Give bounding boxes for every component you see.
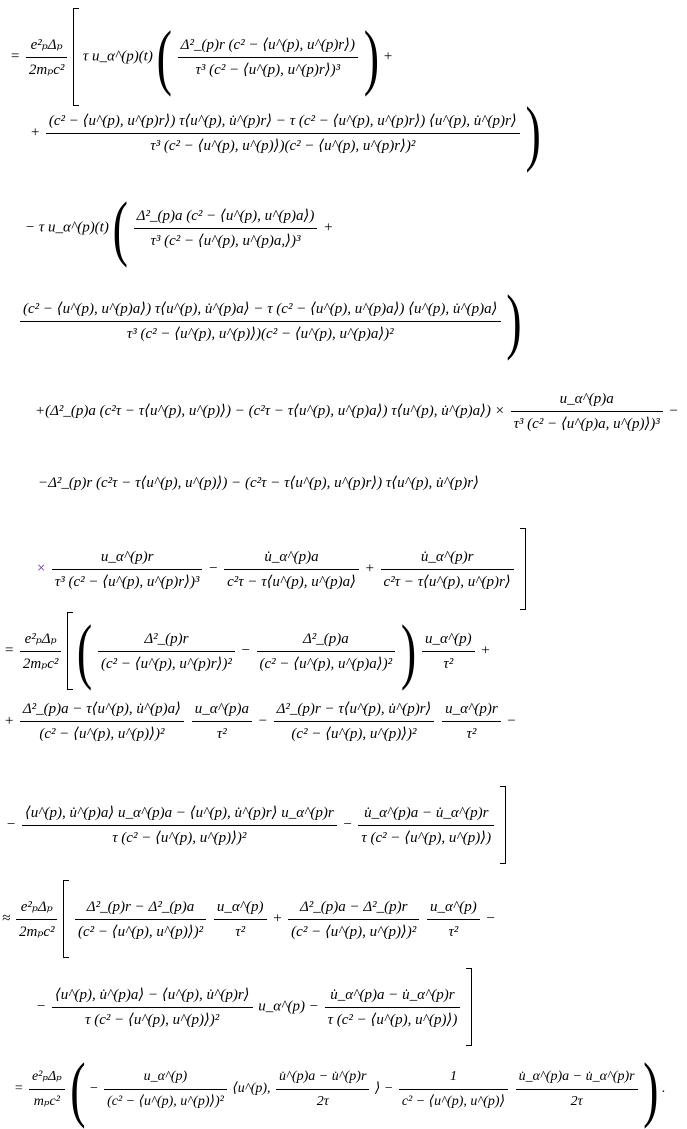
operator: −: [342, 816, 353, 833]
coefficient-fraction: $\frac{\text{e²ₚΔₚ}}{\text{2mₚc²}}$: [16, 898, 58, 941]
operator: −: [308, 998, 319, 1015]
term-text: +(Δ²_(p)a (c²τ − τ⟨u^(p), u^(p)⟩) − (c²τ − τ⟨u^(p), u^(p)a⟩) τ⟨u^(p), u̇^(p)a⟩) ×: [35, 402, 505, 419]
term-fraction: $\frac{\text{Δ²\_(p)r − Δ²\_(p)a}}{\text{(c² − ⟨u\textasciicircum{}(p), u\textasciicircum{}(p)⟩)²}}$: [75, 898, 206, 941]
term-text-2: ⟩ −: [374, 1081, 394, 1097]
term-text: −Δ²_(p)r (c²τ − τ⟨u^(p), u^(p)⟩) − (c²τ − τ⟨u^(p), u^(p)r⟩) τ⟨u^(p), u̇^(p)r⟩: [38, 475, 479, 491]
operator: −: [257, 712, 268, 729]
operator: =: [14, 1081, 24, 1097]
term-fraction: $\frac{\text{Δ²\_(p)r (c² − ⟨u\textasciicircum{}(p), u\textasciicircum{}(p)r⟩)}}{\text{τ³ (c² − ⟨u\textasciicircum{}(p), u\textasciicircum{}(p)r⟩)³}}$: [178, 36, 358, 79]
left-paren: (: [70, 1047, 86, 1129]
term-fraction: $\frac{\text{Δ²\_(p)a (c² − ⟨u\textasciicircum{}(p), u\textasciicircum{}(p)a⟩)}}{\text{τ³ (c² − ⟨u\textasciicircum{}(p), u\textasciicircum{}(p)a,⟩)³}}$: [134, 207, 318, 250]
term-fraction: (c² − ⟨u^(p), u^(p)a⟩) τ⟨u^(p), u̇^(p)a⟩ − τ (c² − ⟨u^(p), u^(p)a⟩) ⟨u^(p), u̇^(p)a⟩ τ³ (c² − ⟨u^(p), u^(p)⟩)(c² − ⟨u^(p), u^(p)a⟩)²: [20, 300, 501, 343]
term-fraction: $\frac{⟨u\^{}(p), u̇\^{}(p)a⟩ u\_\alpha\^{}(p)a - ⟨u\^{}(p), u̇\^{}(p)r⟩ u\_\alpha\^{}(p)r}{\text{τ (c² − ⟨u\textasciicircum{}(p), u\textasciicircum{}(p)⟩)²}}$: [22, 804, 337, 847]
term-fraction: (c² − ⟨u^(p), u^(p)r⟩) τ⟨u^(p), u̇^(p)r⟩ − τ (c² − ⟨u^(p), u^(p)r⟩) ⟨u^(p), u̇^(p)r⟩ τ³ (c² − ⟨u^(p), u^(p)⟩)(c² − ⟨u^(p), u^(p)r⟩)²: [46, 112, 520, 155]
right-paren: ): [400, 609, 417, 691]
operator: −: [668, 402, 679, 419]
equation-line-8: [4, 609, 491, 691]
term-fraction-2: $\frac{u̇\^{}(p)a - u̇\^{}(p)r}{2\tau}$: [276, 1068, 369, 1111]
operator: +: [30, 124, 41, 141]
operator: −: [89, 1081, 99, 1097]
right-bracket: [466, 968, 472, 1046]
left-paren: (: [76, 609, 93, 691]
operator: +: [480, 642, 491, 659]
operator: −: [208, 560, 219, 577]
right-bracket: [520, 528, 526, 610]
coefficient-fraction: $\frac{\text{e²ₚΔₚ}}{\text{2mₚc²}}$: [20, 630, 62, 673]
left-bracket: [73, 8, 79, 106]
equation-line-11: [2, 880, 496, 958]
term-text: ⟨u^(p),: [232, 1081, 271, 1097]
term-fraction: $\frac{\text{Δ²\_(p)a − τ⟨u\textasciicircum{}(p), u̇\textasciicircum{}(p)a⟩}}{\text{(c² − ⟨u\textasciicircum{}(p), u\textasciicircum{}(p)⟩)²}}$: [20, 700, 184, 743]
operator: +: [272, 910, 283, 927]
operator: +: [4, 712, 15, 729]
right-paren: ): [506, 279, 522, 361]
coefficient-fraction: $\frac{\text{e²ₚΔₚ}}{\text{mₚc²}}$: [29, 1068, 65, 1111]
operator: =: [10, 48, 21, 65]
term-fraction: $\frac{u\_\alpha\^{}(p)a}{\text{τ³ (c² − ⟨u\textasciicircum{}(p)a, u\textasciicircum{}(p)⟩)³}}$: [511, 390, 663, 433]
equation-line-4: [18, 279, 522, 361]
equation-line-5: [35, 390, 679, 433]
term-text: τ u_α^(p)(t): [82, 48, 153, 65]
term-fraction-3: $\frac{u̇\_\alpha\^{}(p)r}{\text{c²τ − τ⟨u\textasciicircum{}(p), u\textasciicircum{}(p)r⟩}}$: [381, 548, 514, 591]
term-text: u_α^(p): [258, 998, 305, 1015]
equation-line-10: [6, 786, 506, 864]
right-paren: ): [525, 91, 541, 173]
term-text: − τ u_α^(p)(t): [25, 219, 109, 236]
term-fraction-4: $\frac{u̇\_\alpha\^{}(p)a - u̇\_\alpha\^{}(p)r}{2\tau}$: [516, 1068, 638, 1111]
term-fraction: $\frac{\text{Δ²\_(p)r}}{\text{(c² − ⟨u\textasciicircum{}(p), u\textasciicircum{}(p)r⟩)²}}$: [98, 630, 235, 673]
term-fraction-2: $\frac{u̇\_\alpha\^{}(p)a - u̇\_\alpha\^{}(p)r}{\text{τ (c² − ⟨u\textasciicircum{}(p), u\textasciicircum{}(p)⟩)}}$: [325, 986, 461, 1029]
left-paren: (: [156, 15, 172, 97]
term-fraction-3: $\frac{u\_\alpha\^{}(p)}{\text{τ²}}$: [422, 630, 475, 673]
operator: ×: [36, 560, 47, 577]
equation-line-12: [36, 968, 472, 1046]
right-bracket: [500, 786, 506, 864]
term-fraction: $\frac{⟨u\^{}(p), u̇\^{}(p)a⟩ - ⟨u\^{}(p), u̇\^{}(p)r⟩}{\text{τ (c² − ⟨u\textasciicircum{}(p), u\textasciicircum{}(p)⟩)²}}$: [52, 986, 253, 1029]
term-fraction-4: $\frac{u\_\alpha\^{}(p)}{\text{τ²}}$: [427, 898, 480, 941]
term-fraction-2: $\frac{u̇\_\alpha\^{}(p)a}{\text{c²τ − τ⟨u\textasciicircum{}(p), u\textasciicircum{}(p)a⟩}}$: [224, 548, 359, 591]
left-bracket: [67, 612, 73, 690]
operator: −: [6, 816, 17, 833]
operator: =: [4, 642, 15, 659]
operator: +: [382, 48, 393, 65]
equation-line-9: [4, 700, 517, 743]
left-paren: (: [112, 186, 128, 268]
term-fraction-3: $\frac{\text{Δ²\_(p)a − Δ²\_(p)r}}{\text{(c² − ⟨u\textasciicircum{}(p), u\textasciicircum{}(p)⟩)²}}$: [288, 898, 419, 941]
operator: −: [485, 910, 496, 927]
term-fraction: $\frac{u\_\alpha\^{}(p)}{\text{(c² − ⟨u\textasciicircum{}(p), u\textasciicircum{}(p)⟩)²}}$: [104, 1068, 227, 1111]
left-bracket: [63, 880, 69, 958]
term-fraction: $\frac{u\_\alpha\^{}(p)r}{\text{τ³ (c² − ⟨u\textasciicircum{}(p), u\textasciicircum{}(p)r⟩)³}}$: [52, 548, 203, 591]
coefficient-fraction: $\frac{\text{e²ₚΔₚ}}{\text{2mₚc²}}$: [26, 36, 68, 79]
term-fraction-4: $\frac{u\_\alpha\^{}(p)r}{\text{τ²}}$: [442, 700, 501, 743]
operator: −: [506, 712, 517, 729]
operator: +: [364, 560, 375, 577]
equation-line-7: [36, 528, 526, 610]
equation-line-3: [25, 186, 334, 268]
term-fraction-2: $\frac{u̇\_\alpha\^{}(p)a - u̇\_\alpha\^{}(p)r}{\text{τ (c² − ⟨u\textasciicircum{}(p), u\textasciicircum{}(p)⟩)}}$: [358, 804, 494, 847]
operator: +: [323, 219, 334, 236]
operator: −: [36, 998, 47, 1015]
right-paren: ): [363, 15, 380, 97]
term-fraction-2: $\frac{\text{Δ²\_(p)a}}{\text{(c² − ⟨u\textasciicircum{}(p), u\textasciicircum{}(p)a⟩)²}}$: [257, 630, 396, 673]
term-fraction-2: $\frac{u\_\alpha\^{}(p)a}{\text{τ²}}$: [192, 700, 252, 743]
right-paren: ): [643, 1047, 659, 1129]
operator: −: [240, 642, 251, 659]
equation-line-1: [10, 8, 393, 106]
term-fraction-3: $\frac{\text{Δ²\_(p)r − τ⟨u\textasciicircum{}(p), u̇\textasciicircum{}(p)r⟩}}{\text{(c² − ⟨u\textasciicircum{}(p), u\textasciicircum{}(p)⟩)²}}$: [274, 700, 435, 743]
term-fraction-2: $\frac{u\_\alpha\^{}(p)}{\text{τ²}}$: [214, 898, 267, 941]
operator: ≈: [2, 910, 11, 927]
equation-line-2: [30, 91, 541, 173]
operator: .: [661, 1081, 666, 1097]
equation-line-13: [14, 1047, 666, 1129]
equation-line-6: [38, 474, 479, 492]
term-fraction-3: $\frac{1}{\text{c² − ⟨u\textasciicircum{}(p), u\textasciicircum{}(p)⟩}}$: [399, 1068, 508, 1111]
